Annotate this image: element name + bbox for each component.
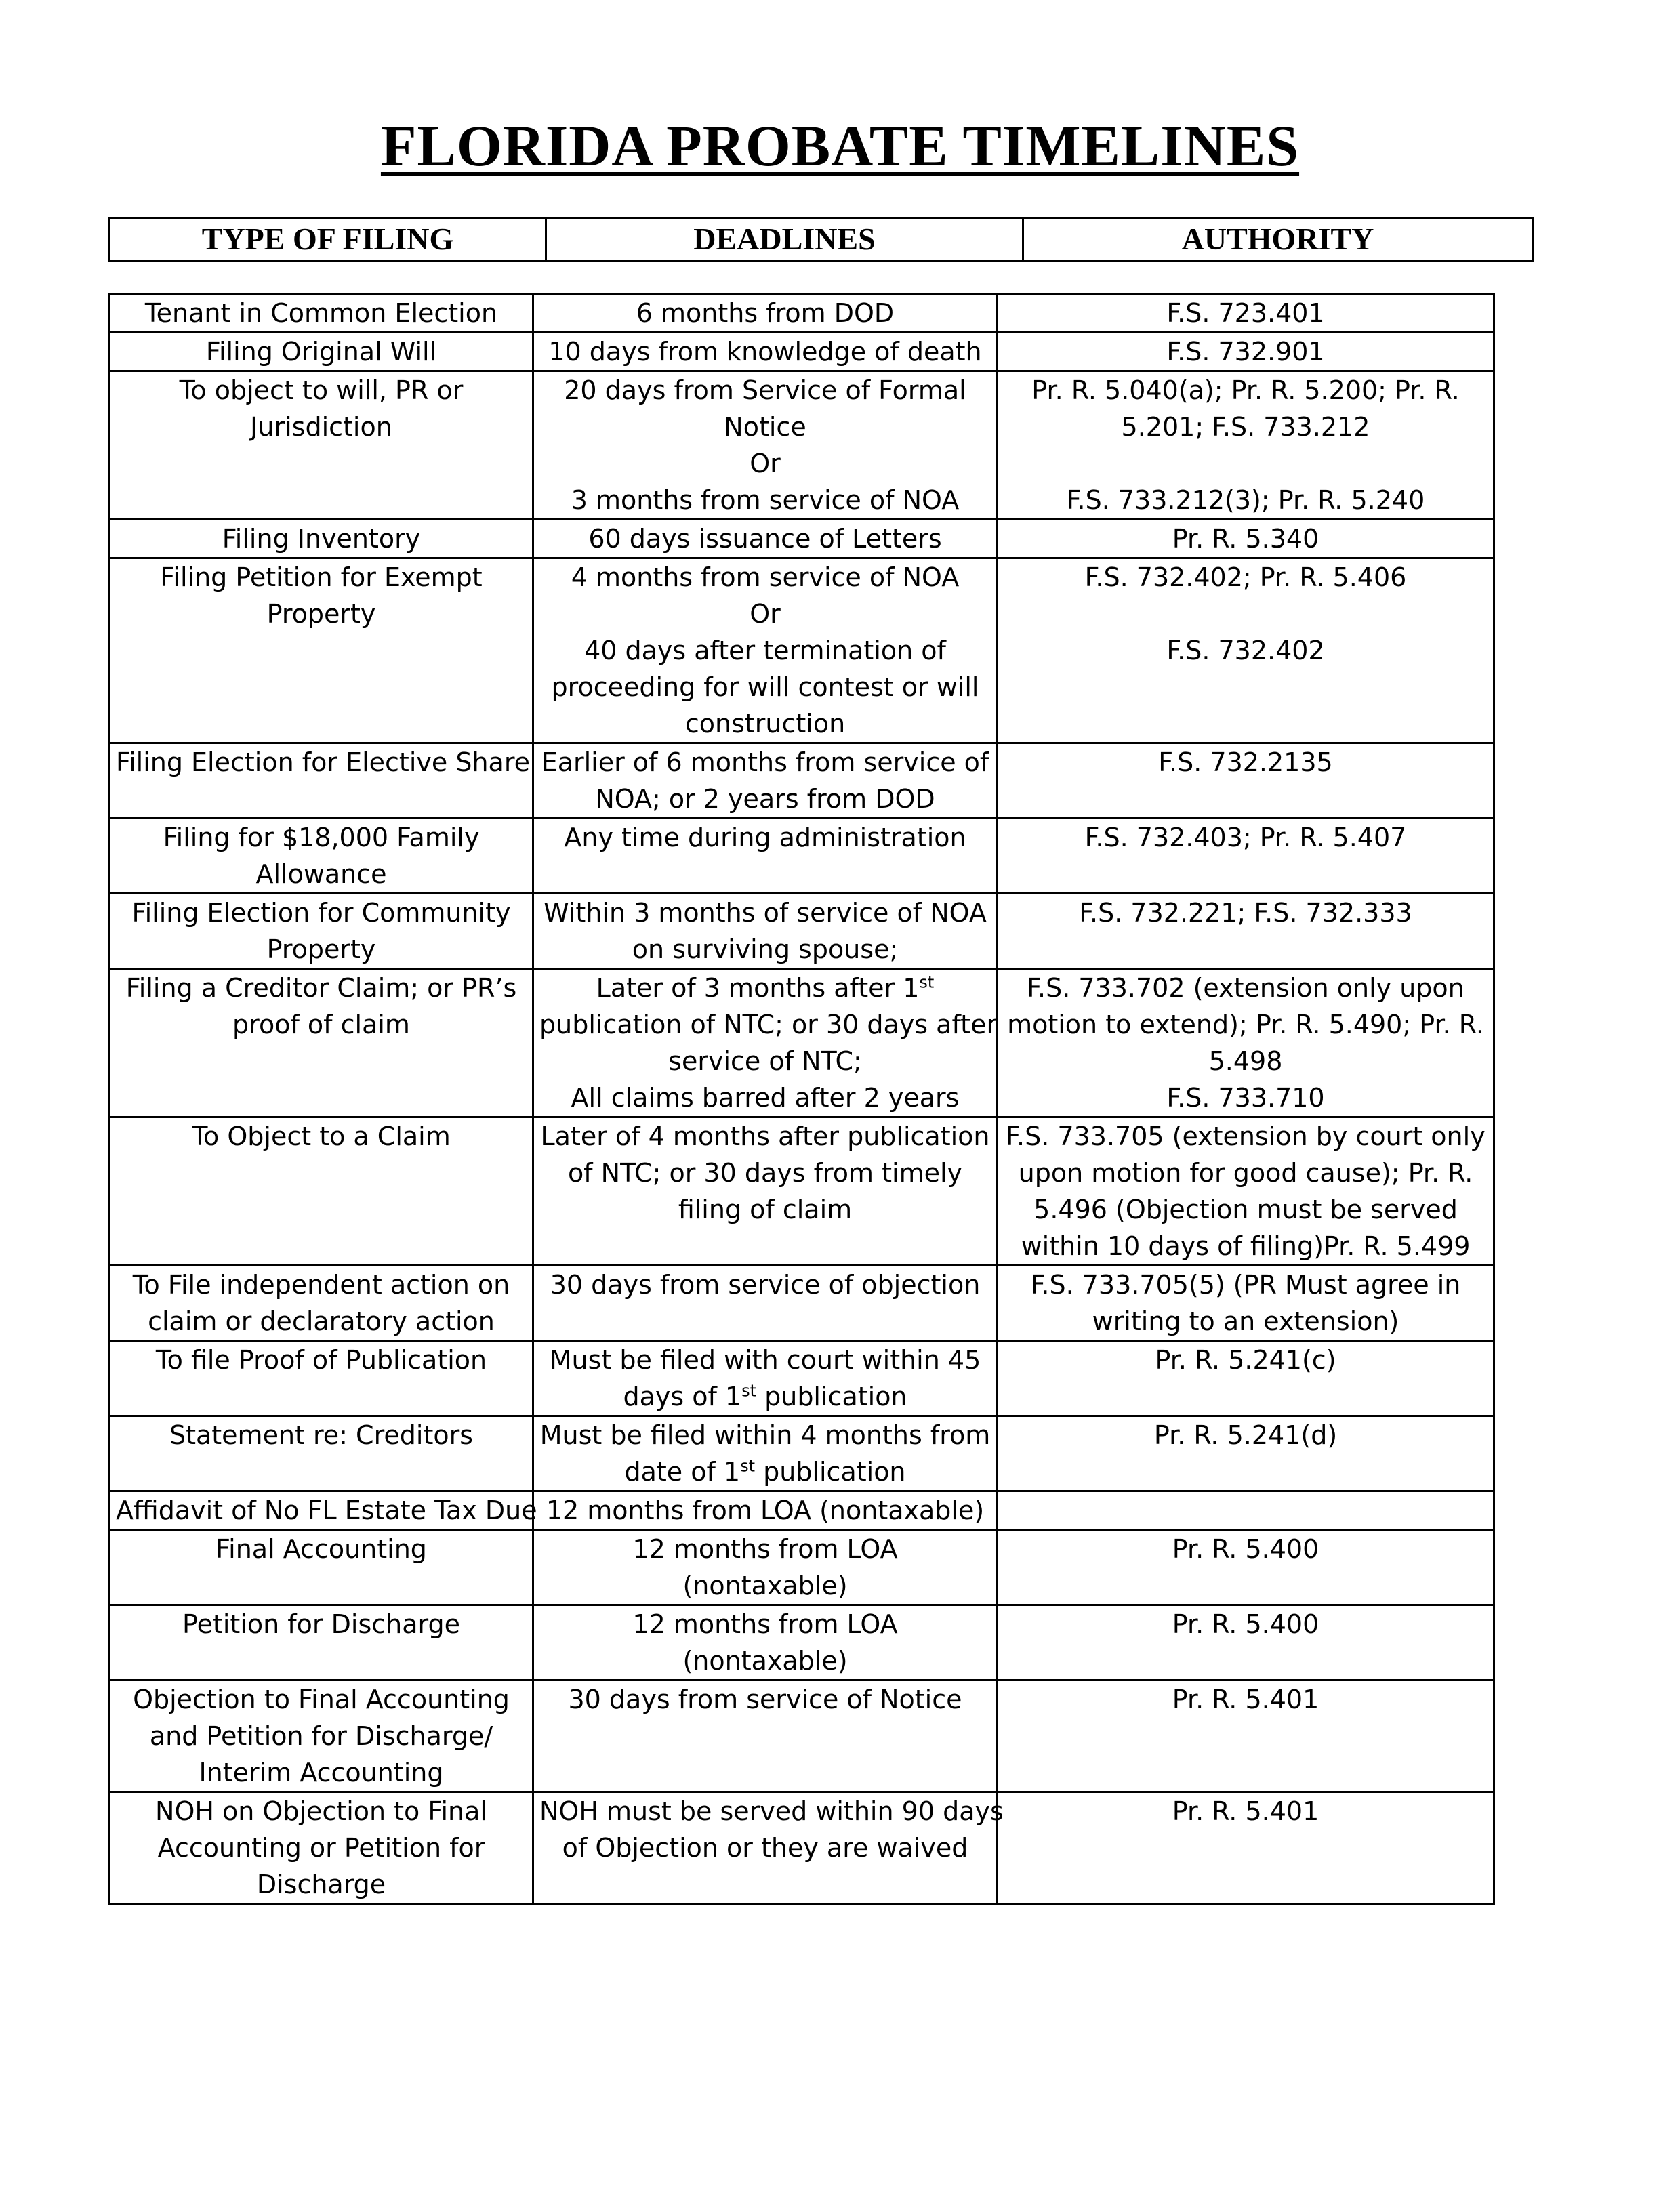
cell-type-of-filing <box>110 520 533 558</box>
cell-line: F.S. 733.705 (extension by court only <box>1006 1121 1486 1151</box>
cell-line: Or <box>750 599 781 629</box>
table-row <box>110 1491 1494 1530</box>
cell-authority <box>998 558 1494 743</box>
cell-deadline <box>533 1416 998 1491</box>
cell-line: Objection to Final Accounting <box>133 1685 510 1714</box>
cell-line: Filing a Creditor Claim; or PR’s <box>125 973 517 1003</box>
cell-type-of-filing <box>110 819 533 894</box>
cell-line: proceeding for will contest or will <box>551 672 979 702</box>
cell-line: 5.496 (Objection must be served <box>1033 1195 1458 1224</box>
cell-line: All claims barred after 2 years <box>571 1083 960 1113</box>
cell-line: publication of NTC; or 30 days after <box>539 1010 998 1039</box>
cell-type-of-filing <box>110 1680 533 1792</box>
cell-line: Filing Election for Community <box>131 898 511 928</box>
cell-line: Or <box>750 449 781 478</box>
cell-authority <box>998 1491 1494 1530</box>
cell-deadline <box>533 558 998 743</box>
cell-line: Notice <box>724 412 806 442</box>
cell-authority <box>998 1416 1494 1491</box>
cell-type-of-filing <box>110 1792 533 1904</box>
cell-line: 40 days after termination of <box>584 636 946 665</box>
cell-deadline <box>533 1530 998 1605</box>
table-row <box>110 1530 1494 1605</box>
cell-line: NOH must be served within 90 days <box>539 1796 1004 1826</box>
cell-deadline <box>533 1680 998 1792</box>
cell-line: Filing for $18,000 Family <box>163 823 480 852</box>
table-row <box>110 969 1494 1117</box>
cell-type-of-filing <box>110 1605 533 1680</box>
cell-line: Filing Original Will <box>205 337 437 367</box>
cell-line: F.S. 732.402 <box>1166 636 1325 665</box>
table-row <box>110 294 1494 333</box>
table-row <box>110 894 1494 969</box>
cell-authority <box>998 1792 1494 1904</box>
cell-authority <box>998 333 1494 371</box>
cell-deadline <box>533 1605 998 1680</box>
cell-line: filing of claim <box>678 1195 853 1224</box>
table-row <box>110 520 1494 558</box>
cell-type-of-filing <box>110 743 533 819</box>
cell-line: F.S. 733.212(3); Pr. R. 5.240 <box>1066 485 1425 515</box>
cell-line: Pr. R. 5.401 <box>1172 1685 1319 1714</box>
table-row <box>110 1117 1494 1266</box>
cell-line: F.S. 733.710 <box>1166 1083 1325 1113</box>
cell-line: Pr. R. 5.241(d) <box>1153 1420 1338 1450</box>
cell-authority <box>998 743 1494 819</box>
cell-type-of-filing <box>110 1491 537 1530</box>
cell-line: 12 months from LOA (nontaxable) <box>546 1495 985 1525</box>
cell-line: Interim Accounting <box>199 1758 444 1788</box>
cell-deadline <box>533 371 998 520</box>
cell-line: 4 months from service of NOA <box>571 562 960 592</box>
cell-line: service of NTC; <box>668 1046 862 1076</box>
cell-line: Any time during administration <box>564 823 966 852</box>
cell-line: F.S. 732.901 <box>1166 337 1325 367</box>
cell-line: Property <box>266 599 376 629</box>
cell-line: F.S. 733.705(5) (PR Must agree in <box>1030 1270 1461 1300</box>
cell-type-of-filing <box>110 1530 533 1605</box>
cell-line: Pr. R. 5.400 <box>1172 1534 1319 1564</box>
cell-line: of NTC; or 30 days from timely <box>567 1158 963 1188</box>
cell-deadline <box>533 1117 998 1266</box>
cell-line: Statement re: Creditors <box>169 1420 474 1450</box>
header-type-of-filing: TYPE OF FILING <box>110 218 546 261</box>
table-row <box>110 1680 1494 1792</box>
timeline-table-body <box>110 294 1494 1904</box>
cell-line: (nontaxable) <box>682 1646 848 1676</box>
cell-line: 10 days from knowledge of death <box>548 337 982 367</box>
cell-type-of-filing <box>110 1266 533 1341</box>
cell-line: 3 months from service of NOA <box>571 485 960 515</box>
cell-line: Later of 3 months after 1st <box>596 972 935 1003</box>
cell-type-of-filing <box>110 294 533 333</box>
cell-line: Affidavit of No FL Estate Tax Due <box>116 1495 537 1525</box>
cell-type-of-filing <box>110 894 533 969</box>
cell-line: Later of 4 months after publication <box>540 1121 990 1151</box>
cell-authority <box>998 520 1494 558</box>
cell-line: F.S. 732.221; F.S. 732.333 <box>1079 898 1412 928</box>
cell-line <box>1004 596 1488 632</box>
cell-line: and Petition for Discharge/ <box>149 1721 493 1751</box>
cell-line: Must be filed with court within 45 <box>549 1345 981 1375</box>
cell-line: Must be filed within 4 months from <box>539 1420 991 1450</box>
cell-authority <box>998 1530 1494 1605</box>
cell-line: (nontaxable) <box>682 1571 848 1601</box>
cell-deadline <box>533 1266 998 1341</box>
cell-authority <box>998 294 1494 333</box>
cell-line: Petition for Discharge <box>182 1609 460 1639</box>
cell-deadline <box>533 1341 998 1416</box>
cell-line: NOH on Objection to Final <box>155 1796 487 1826</box>
cell-authority <box>998 894 1494 969</box>
cell-deadline <box>533 969 998 1117</box>
cell-line: 30 days from service of Notice <box>568 1685 962 1714</box>
table-row <box>110 1605 1494 1680</box>
cell-authority <box>998 1341 1494 1416</box>
cell-line: 5.498 <box>1208 1046 1283 1076</box>
cell-type-of-filing <box>110 1341 533 1416</box>
table-row <box>110 1341 1494 1416</box>
cell-line: on surviving spouse; <box>632 934 899 964</box>
cell-line: F.S. 732.403; Pr. R. 5.407 <box>1084 823 1407 852</box>
cell-line: Allowance <box>255 859 387 889</box>
cell-line: Jurisdiction <box>250 412 392 442</box>
cell-line: Accounting or Petition for <box>157 1833 485 1863</box>
cell-line: Discharge <box>256 1870 386 1899</box>
cell-line: upon motion for good cause); Pr. R. <box>1018 1158 1473 1188</box>
cell-line: Earlier of 6 months from service of <box>541 747 989 777</box>
cell-authority <box>998 819 1494 894</box>
cell-deadline <box>533 520 998 558</box>
cell-type-of-filing <box>110 1117 533 1266</box>
header-row <box>110 218 1533 261</box>
cell-type-of-filing <box>110 333 533 371</box>
cell-authority <box>998 1117 1494 1266</box>
cell-authority <box>998 1605 1494 1680</box>
cell-line: NOA; or 2 years from DOD <box>595 784 935 814</box>
cell-line: Within 3 months of service of NOA <box>544 898 987 928</box>
cell-line: To file Proof of Publication <box>155 1345 487 1375</box>
cell-line: Pr. R. 5.401 <box>1172 1796 1319 1826</box>
table-row <box>110 371 1494 520</box>
timeline-table <box>108 293 1495 1905</box>
cell-line: Pr. R. 5.400 <box>1172 1609 1319 1639</box>
cell-line: Tenant in Common Election <box>144 298 498 328</box>
cell-line: Pr. R. 5.241(c) <box>1155 1345 1336 1375</box>
cell-line: 30 days from service of objection <box>550 1270 981 1300</box>
header-table <box>108 217 1534 262</box>
cell-line: Final Accounting <box>216 1534 427 1564</box>
cell-line: 20 days from Service of Formal <box>564 375 966 405</box>
cell-line: F.S. 732.402; Pr. R. 5.406 <box>1084 562 1407 592</box>
cell-line: 12 months from LOA <box>632 1534 898 1564</box>
cell-type-of-filing <box>110 969 533 1117</box>
cell-line: Filing Petition for Exempt <box>160 562 483 592</box>
cell-deadline <box>533 743 998 819</box>
table-row <box>110 1792 1494 1904</box>
cell-line: 60 days issuance of Letters <box>588 524 942 554</box>
table-row <box>110 1416 1494 1491</box>
cell-line: 5.201; F.S. 733.212 <box>1121 412 1370 442</box>
cell-deadline <box>533 1792 1004 1904</box>
cell-authority <box>998 1266 1494 1341</box>
cell-line: proof of claim <box>232 1010 410 1039</box>
table-row <box>110 1266 1494 1341</box>
cell-line: claim or declaratory action <box>148 1306 495 1336</box>
cell-authority <box>998 371 1494 520</box>
cell-line: F.S. 723.401 <box>1166 298 1325 328</box>
header-authority: AUTHORITY <box>1023 218 1533 261</box>
cell-line: To Object to a Claim <box>192 1121 451 1151</box>
cell-line: To File independent action on <box>132 1270 510 1300</box>
cell-line: construction <box>684 709 846 739</box>
cell-line: 12 months from LOA <box>632 1609 898 1639</box>
cell-line: date of 1st publication <box>624 1456 906 1487</box>
cell-line: Pr. R. 5.040(a); Pr. R. 5.200; Pr. R. <box>1031 375 1460 405</box>
cell-line: days of 1st publication <box>623 1381 907 1411</box>
cell-deadline <box>533 819 998 894</box>
cell-line: of Objection or they are waived <box>562 1833 968 1863</box>
cell-line: 6 months from DOD <box>636 298 895 328</box>
cell-type-of-filing <box>110 371 533 520</box>
cell-deadline <box>533 894 998 969</box>
cell-line: F.S. 732.2135 <box>1158 747 1333 777</box>
table-row <box>110 558 1494 743</box>
table-row <box>110 819 1494 894</box>
cell-line <box>1004 445 1488 482</box>
cell-type-of-filing <box>110 558 533 743</box>
cell-line: Filing Election for Elective Share <box>116 747 530 777</box>
cell-line: Property <box>266 934 376 964</box>
cell-deadline <box>533 294 998 333</box>
table-row <box>110 743 1494 819</box>
header-deadlines: DEADLINES <box>546 218 1023 261</box>
cell-line: motion to extend); Pr. R. 5.490; Pr. R. <box>1007 1010 1484 1039</box>
cell-authority <box>998 969 1494 1117</box>
cell-line: Filing Inventory <box>222 524 421 554</box>
cell-deadline <box>533 1491 998 1530</box>
cell-type-of-filing <box>110 1416 533 1491</box>
cell-line: Pr. R. 5.340 <box>1172 524 1319 554</box>
cell-line: writing to an extension) <box>1092 1306 1399 1336</box>
cell-line: To object to will, PR or <box>179 375 464 405</box>
cell-line: within 10 days of filing)Pr. R. 5.499 <box>1021 1231 1471 1261</box>
cell-authority <box>998 1680 1494 1792</box>
page-title: FLORIDA PROBATE TIMELINES <box>380 113 1300 178</box>
table-row <box>110 333 1494 371</box>
cell-line: F.S. 733.702 (extension only upon <box>1027 973 1464 1003</box>
cell-deadline <box>533 333 998 371</box>
